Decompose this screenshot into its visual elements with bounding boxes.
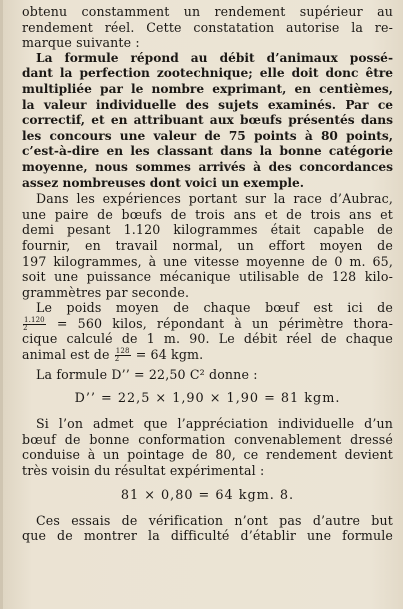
fraction-weight xyxy=(23,317,46,332)
text-line: Ces essais de vérification n’ont pas d’autre but xyxy=(36,512,393,528)
text-line: multipliée par le nombre exprimant, en centièmes, xyxy=(22,81,393,96)
text-line: grammètres par seconde. xyxy=(22,284,190,300)
text-line: très voisin du résultat expérimental : xyxy=(22,463,265,479)
text-line: bœuf de bonne conformation convenablement dressé xyxy=(22,431,393,447)
text-line: que de montrer la difficulté d’établir une formule xyxy=(22,528,393,544)
fraction-denominator: 2 xyxy=(114,355,120,363)
text-line: soit une puissance mécanique utilisable de 128 kilo- xyxy=(22,269,393,285)
text-line: 197 kilogrammes, à une vitesse moyenne de 0 m. 65, xyxy=(22,253,393,269)
equation-1: D’’ = 22,5 × 1,90 × 1,90 = 81 kgm. xyxy=(74,391,341,407)
text-line: dant la perfection zootechnique; elle doit donc être xyxy=(22,66,393,81)
text-line: fournir, en travail normal, un effort moyen de xyxy=(22,237,393,253)
text-line: La formule répond au débit d’animaux possé- xyxy=(36,50,393,65)
text-block-1 xyxy=(22,4,393,316)
fraction-line-weight xyxy=(22,316,393,332)
text-line: Si l’on admet que l’appréciation individuelle d’un xyxy=(36,416,393,432)
text-line: c’est-à-dire en les classant dans la bonne catégorie xyxy=(22,144,393,159)
text-line: marque suivante : xyxy=(22,35,140,51)
text-line: assez nombreuses dont voici un exemple. xyxy=(22,175,305,190)
text-line: obtenu constamment un rendement supérieur au xyxy=(22,4,393,19)
text-line: correctif, et en attribuant aux bœufs présentés dans xyxy=(22,113,393,128)
formula-intro: La formule D’’ = 22,50 C² donne : xyxy=(36,366,258,382)
text-line: Dans les expériences portant sur la race d’Aubrac, xyxy=(36,191,393,207)
fraction-line-text: = 560 kilos, répondant à un périmètre thora- xyxy=(56,315,393,331)
text-line: Le poids moyen de chaque bœuf est ici de xyxy=(36,300,393,316)
fraction-line-debit xyxy=(22,347,393,363)
text-line: la valeur individuelle des sujets examinés. Par ce xyxy=(22,97,393,112)
fraction-debit xyxy=(115,348,131,363)
text-block-3 xyxy=(22,416,393,478)
debit-suffix: = 64 kgm. xyxy=(135,347,204,363)
text-line: demi pesant 1.120 kilogrammes était capable de xyxy=(22,222,393,238)
text-line: rendement réel. Cette constatation autorise la re- xyxy=(22,19,393,35)
text-line: conduise à un pointage de 80, ce rendement devient xyxy=(22,447,393,463)
fraction-numerator: 128 xyxy=(115,347,130,356)
debit-prefix: animal est de xyxy=(22,347,110,363)
equation-2: 81 × 0,80 = 64 kgm. 8. xyxy=(120,487,295,503)
text-line: cique calculé de 1 m. 90. Le débit réel de chaque xyxy=(22,331,393,347)
text-block-4 xyxy=(22,513,393,544)
fraction-denominator: 2 xyxy=(23,323,28,332)
text-line: moyenne, nous sommes arrivés à des concordances xyxy=(22,159,393,174)
fraction-numerator: 1.120 xyxy=(24,315,45,324)
text-line: les concours une valeur de 75 points à 80 points, xyxy=(22,128,393,143)
text-line: une paire de bœufs de trois ans et de trois ans et xyxy=(22,206,393,222)
text-block-2 xyxy=(22,331,393,347)
